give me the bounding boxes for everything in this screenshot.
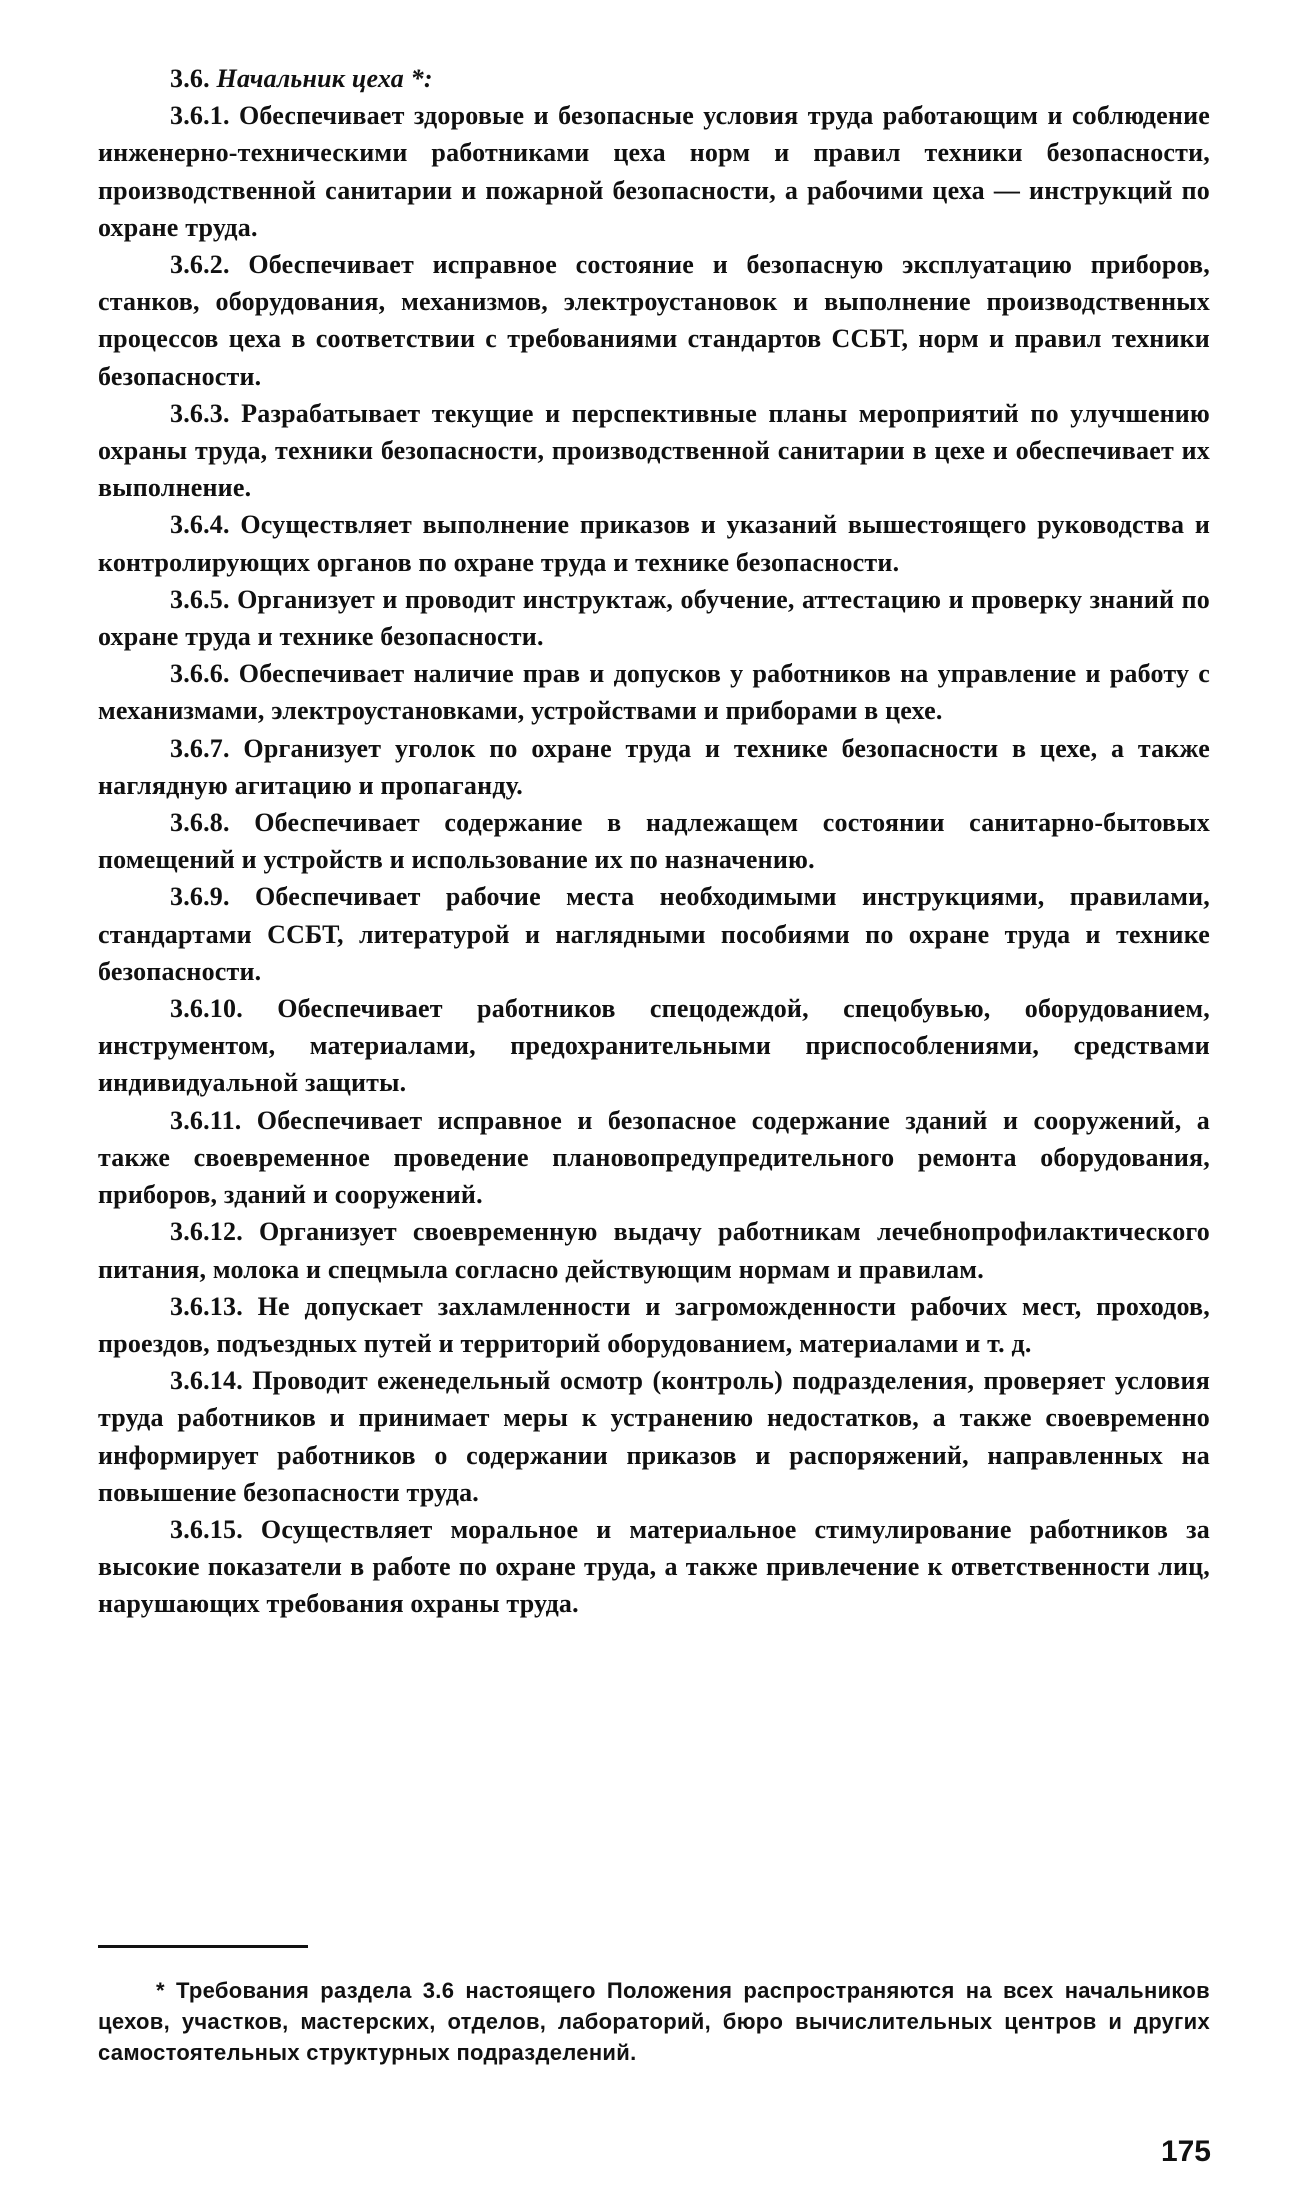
clause-3-6-2: 3.6.2. Обеспечивает исправное состояние и безопасную эксплуатацию приборов, станков, оборудования, механизмов, электроустановок и выполнение производственных процессов цеха в соответствии с требованиями стандартов ССБТ, норм и правил техники безопасности. (98, 250, 1210, 391)
clause-3-6-9: 3.6.9. Обеспечивает рабочие места необходимыми инструкциями, правилами, стандартами ССБТ, литературой и наглядными пособиями по охране труда и технике безопасности. (98, 882, 1210, 986)
clause-3-6-13: 3.6.13. Не допускает захламленности и загроможденности рабочих мест, проходов, проездов, подъездных путей и территорий оборудованием, материалами и т. д. (98, 1291, 1210, 1358)
footnote-divider (98, 1945, 308, 1948)
clause-3-6-15: 3.6.15. Осуществляет моральное и материальное стимулирование работников за высокие показатели в работе по охране труда, а также привлечение к ответственности лиц, нарушающих требования охраны труда. (98, 1514, 1210, 1619)
clause-3-6-5: 3.6.5. Организует и проводит инструктаж, обучение, аттестацию и проверку знаний по охране труда и технике безопасности. (98, 584, 1210, 652)
clause-3-6-10: 3.6.10. Обеспечивает работников спецодеждой, спецобувью, оборудованием, инструментом, материалами, предохранительными приспособлениями, средствами индивидуальной защиты. (98, 994, 1210, 1098)
section-title: Начальник цеха *: (216, 64, 433, 93)
footnote-text: * Требования раздела 3.6 настоящего Положения распространяются на всех начальников цехов, участков, мастерских, отделов, лабораторий, бюро вычислительных центров и других самостоятельных структурных подразделений. (98, 1978, 1210, 2065)
section-number: 3.6. (170, 64, 210, 93)
main-text-block (98, 60, 1210, 1623)
clause-3-6-12: 3.6.12. Организует своевременную выдачу работникам лечебнопрофилактического питания, молока и спецмыла согласно действующим нормам и правилам. (98, 1217, 1210, 1284)
clause-3-6-1: 3.6.1. Обеспечивает здоровые и безопасные условия труда работающим и соблюдение инженерно-техническими работниками цеха норм и правил техники безопасности, производственной санитарии и пожарной безопасности, а рабочими цеха — инструкций по охране труда. (98, 101, 1210, 242)
clause-3-6-7: 3.6.7. Организует уголок по охране труда и технике безопасности в цехе, а также наглядную агитацию и пропаганду. (98, 733, 1210, 800)
clause-3-6-8: 3.6.8. Обеспечивает содержание в надлежащем состоянии санитарно-бытовых помещений и устройств и использование их по назначению. (98, 808, 1210, 875)
clause-3-6-6: 3.6.6. Обеспечивает наличие прав и допусков у работников на управление и работу с механизмами, электроустановками, устройствами и приборами в цехе. (98, 659, 1210, 726)
section-heading (98, 60, 1210, 97)
clause-3-6-11: 3.6.11. Обеспечивает исправное и безопасное содержание зданий и сооружений, а также своевременное проведение плановопредупредительного ремонта оборудования, приборов, зданий и сооружений. (98, 1105, 1210, 1210)
clause-3-6-3: 3.6.3. Разрабатывает текущие и перспективные планы мероприятий по улучшению охраны труда, техники безопасности, производственной санитарии в цехе и обеспечивает их выполнение. (98, 398, 1210, 503)
page-number: 175 (1160, 2135, 1211, 2168)
clause-3-6-14: 3.6.14. Проводит еженедельный осмотр (контроль) подразделения, проверяет условия труда работников и принимает меры к устранению недостатков, а также своевременно информирует работников о содержании приказов и распоряжений, направленных на повышение безопасности труда. (98, 1366, 1210, 1507)
clause-3-6-4: 3.6.4. Осуществляет выполнение приказов и указаний вышестоящего руководства и контролирующих органов по охране труда и технике безопасности. (98, 510, 1210, 577)
